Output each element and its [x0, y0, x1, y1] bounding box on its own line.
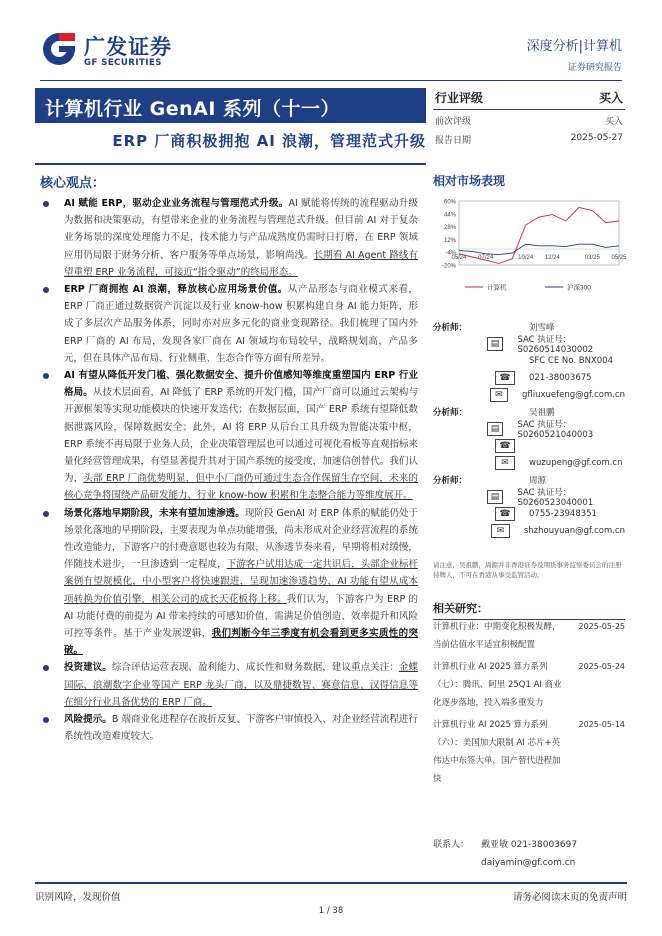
analyst-row — [433, 334, 625, 355]
core-views-heading: 核心观点： — [40, 176, 106, 191]
page-number: 1 / 38 — [318, 906, 344, 916]
y-tick-label: 60% — [443, 199, 456, 206]
y-tick-label: 12% — [443, 237, 456, 244]
brand-name-cn: 广发证券 — [84, 35, 172, 59]
phone-icon: ☎ — [495, 507, 515, 521]
related-item[interactable] — [433, 618, 625, 654]
rating-value: 买入 — [598, 91, 623, 105]
icon-spacer — [495, 473, 515, 487]
footer-slogan: 识别风险，发现价值 — [35, 892, 121, 903]
point-bold: AI 有望从降低开发门槛、强化数据安全、提升价值感知等维度重塑国内 ERP 行业格局。 — [64, 370, 418, 399]
prev-rating-label: 前次评级 — [435, 117, 472, 127]
brand-name-en: GF SECURITIES — [84, 58, 162, 68]
y-tick-label: -4% — [445, 250, 456, 257]
analyst-value[interactable]: gfliuxuefeng@gf.com.cn — [521, 389, 625, 400]
mail-icon: ✉ — [491, 524, 510, 538]
id-card-icon: ▤ — [487, 337, 504, 351]
point-text: B 端商业化进程存在波折反复、下游客户审慎投入、对企业经营流程进行系统性改造难度较大。 — [64, 714, 418, 743]
y-tick-label: 44% — [443, 212, 456, 219]
point-text: 从技术层面看，AI 降低了 ERP 系统的开发门槛，国产厂商可以通过云架构与开源框架等实现功能模块的快速开发迭代；在数据层面，国产 ERP 系统有望降低数据泄露风险，保障数据安全；此外，AI 将 ERP 从后台工具升级为智能决策中枢，ERP 系统不再局限于业务人员，企业决策管理层也可以通过可视化看板等直观指标来量化经营管理成果，有望显著提升其对于国产系统的接受度，加速信创替代。我们认为， — [64, 387, 418, 485]
x-tick-label: 12/24 — [544, 255, 560, 261]
analyst-row — [433, 454, 625, 471]
x-tick-label: 05/25 — [611, 255, 627, 261]
point-underline: 长期看 AI Agent 路线有望重塑 ERP 业务流程，可接近“指令驱动”的终局形态。 — [64, 249, 418, 278]
series-line-1 — [459, 244, 619, 254]
point-text: 从产品形态与商业模式来看，ERP 厂商正通过数据资产沉淀以及行业 know-how 积累构建自身 AI 能力矩阵，形成了多层次产品服务体系，同时亦对应多元化的商业变现路径。我们梳理了国内外 ERP 厂商的 AI 布局，发现各家厂商在 AI 领域均布局较早，战略规划高，产品多元，但在具体产品布局、行业侧重、生态合作等方面有所差异。 — [64, 284, 418, 364]
y-tick-label: -20% — [441, 263, 456, 270]
analyst-value: SAC 执证号：S0260514030002 — [517, 334, 594, 355]
related-item-title[interactable]: 计算机行业：中期变化积极发酵，当前估值水平适宜积极配置 — [433, 622, 561, 650]
related-item[interactable] — [433, 658, 625, 712]
point-bold: 风险提示。 — [64, 714, 112, 726]
icon-spacer — [495, 354, 515, 368]
analyst-row — [433, 505, 625, 522]
report-title: 计算机行业 GenAI 系列（十一） — [35, 88, 426, 123]
point-tail: 我们认为，下游客户为 ERP 的 AI 功能付费的前提为 AI 带来持续的可感知价值，需满足价值创造、效率提升和风险可控等条件。基于产业发展逻辑， — [64, 593, 418, 640]
related-item-date: 2025-05-25 — [578, 622, 625, 631]
analyst-row — [433, 369, 625, 386]
x-tick-label: 05/24 — [451, 255, 467, 261]
phone-icon: ☎ — [495, 439, 515, 453]
contact-label: 联系人： — [433, 840, 470, 850]
relative-performance-chart — [433, 195, 625, 297]
related-item[interactable] — [433, 716, 625, 788]
report-header — [527, 35, 622, 73]
related-item-title[interactable]: 计算机行业 AI 2025 算力系列（六）：美国加大限制 AI 芯片+英伟达中东签大单，国产替代进程加快 — [433, 720, 561, 784]
icon-spacer — [495, 320, 515, 334]
related-item-date: 2025-05-24 — [578, 662, 625, 671]
analyst-value: 0755-23948351 — [529, 508, 597, 519]
legend-label: 沪深300 — [567, 284, 591, 292]
analyst-value: 刘雪峰 — [529, 322, 555, 333]
report-date-row — [433, 129, 625, 148]
icon-spacer — [495, 405, 515, 419]
gf-logo-icon — [40, 30, 78, 68]
analyst-row — [433, 522, 625, 539]
analyst-value: SAC 执证号：S0260523040001 — [517, 487, 594, 508]
analyst-row — [433, 352, 625, 369]
point-text: 综合评估运营表现、盈利能力、成长性和财务数据，建议重点关注： — [111, 662, 399, 674]
report-subtitle: ERP 厂商积极拥抱 AI 浪潮，管理范式升级 — [112, 132, 426, 150]
header-divider — [40, 80, 622, 81]
point-bold: 场景化落地早期阶段，未来有望加速渗透。 — [64, 507, 245, 519]
report-category: 证券研究报告 — [567, 63, 622, 73]
point-underline: 头部 ERP 厂商优势明显，但中小厂商仍可通过生态合作保留生存空间，未来的核心竞争将围绕产品研发能力、行业 know-how 积累和生态整合能力等维度展开。 — [64, 473, 418, 502]
footer-disclaimer-link[interactable]: 请务必阅读末页的免责声明 — [512, 892, 627, 903]
analyst-label: 分析师： — [433, 475, 468, 486]
rating-header — [433, 88, 625, 110]
prev-rating-row — [433, 110, 625, 129]
brand-logo — [40, 30, 190, 72]
phone-icon: ☎ — [495, 371, 515, 385]
analyst-value: 周源 — [529, 475, 547, 486]
related-research-list — [433, 618, 625, 792]
x-tick-label: 03/25 — [584, 255, 600, 261]
mail-icon: ✉ — [495, 456, 515, 470]
y-tick-label: 28% — [443, 225, 456, 232]
point-ai-erp — [40, 195, 418, 281]
point-landscape — [40, 367, 418, 505]
analyst-row — [433, 437, 625, 454]
point-risk — [40, 711, 418, 745]
related-research-heading: 相关研究： — [433, 600, 625, 620]
contact-name-phone: 戴亚敏 021-38003697 — [481, 840, 578, 850]
point-investment — [40, 659, 418, 711]
point-penetration — [40, 505, 418, 660]
analyst-value: 021-38003675 — [529, 372, 592, 383]
analyst-value: 吴祖鹏 — [529, 407, 555, 418]
analyst-row — [433, 487, 625, 508]
contact-block — [433, 836, 625, 872]
report-date-value: 2025-05-27 — [570, 133, 623, 143]
x-tick-label: 07/24 — [478, 255, 494, 261]
prev-rating-value: 买入 — [604, 117, 623, 127]
report-type: 深度分析|计算机 — [526, 39, 622, 54]
related-item-title[interactable]: 计算机行业 AI 2025 算力系列（七）：腾讯、阿里 25Q1 AI 商业化逐步落地，投入端多重发力 — [433, 662, 562, 708]
analyst-value[interactable]: wuzupeng@gf.com.cn — [529, 457, 623, 468]
point-bold: 投资建议。 — [64, 662, 112, 674]
point-text: 现阶段 GenAI 对 ERP 体系的赋能仍处于场景化落地的早期阶段，主要表现为单点功能增强，尚未形成对企业经营流程的系统性改造能力，下游客户的付费意愿也较为有限，从渗透节奏来看，早期将相对缓慢，伴随技术进步，一旦渗透到一定程度， — [64, 507, 418, 571]
rating-box — [433, 88, 625, 148]
title-divider — [35, 163, 426, 165]
analyst-label: 分析师： — [433, 322, 468, 333]
point-bold: AI 赋能 ERP，驱动企业业务流程与管理范式升级。 — [64, 198, 289, 209]
core-points — [40, 195, 418, 746]
contact-email[interactable]: daiyamin@gf.com.cn — [481, 858, 576, 868]
legend-label: 计算机 — [487, 284, 507, 292]
performance-heading: 相对市场表现 — [433, 174, 506, 188]
point-text: AI 赋能将传统的流程驱动升级为数据和决策驱动，有望带来企业的业务流程与管理范式升级。但目前 AI 对于复杂业务场景的深度处理能力不足，技术能力与产品成熟度仍需时日打磨，在 ERP 领域应用仍局限于财务分析、客户服务等单点场景，影响尚浅。 — [64, 198, 418, 261]
point-tail-bold: 我们判断今年三季度有机会看到更多实质性的突破。 — [64, 628, 418, 657]
point-underline: 下游客户试用达成一定共识后，头部企业标杆案例有望规模化，中小型客户将快速跟进，呈现加速渗透趋势，AI 功能有望从成本项转换为价值引擎，相关公司的成长天花板将上移。 — [64, 559, 418, 605]
id-card-icon: ▤ — [487, 490, 504, 504]
analyst-row — [433, 419, 625, 440]
analyst-value: SAC 执证号：S0260521040003 — [517, 419, 594, 440]
report-date-label: 报告日期 — [435, 136, 472, 146]
footer-divider — [35, 882, 627, 884]
analyst-value: SFC CE No. BNX004 — [529, 355, 613, 366]
analyst-list — [433, 318, 625, 539]
point-underline: 金蝶国际、浪潮数字企业等国产 ERP 龙头厂商，以及鼎捷数智、赛意信息、汉得信息等在细分行业具备优势的 ERP 厂商。 — [64, 662, 418, 708]
analyst-value[interactable]: shzhouyuan@gf.com.cn — [523, 525, 625, 536]
analyst-label: 分析师： — [433, 407, 468, 418]
id-card-icon: ▤ — [487, 422, 504, 436]
point-vendors — [40, 281, 418, 367]
point-bold: ERP 厂商拥抱 AI 浪潮，释放核心应用场景价值。 — [64, 284, 288, 296]
related-item-date: 2025-05-14 — [578, 720, 625, 729]
rating-label: 行业评级 — [435, 91, 484, 105]
x-tick-label: 10/24 — [518, 255, 534, 261]
analyst-disclaimer: 请注意，吴祖鹏，周源并非香港证券及期货事务监察委员会的注册持牌人，不可在香港从事受监管活动。 — [433, 561, 622, 579]
mail-icon: ✉ — [490, 388, 508, 402]
contact-row — [433, 854, 625, 872]
analyst-row — [433, 386, 625, 403]
contact-row — [433, 836, 625, 854]
